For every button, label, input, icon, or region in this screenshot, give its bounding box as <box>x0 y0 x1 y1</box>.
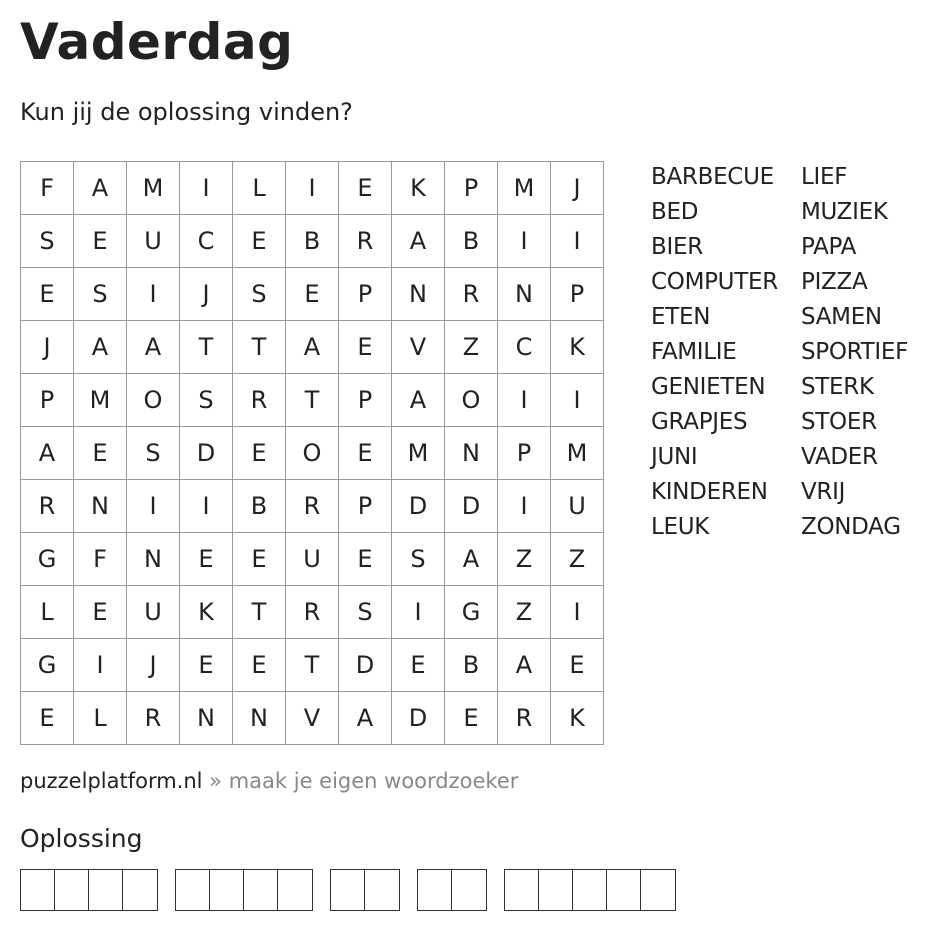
grid-cell[interactable]: I <box>551 586 604 639</box>
grid-cell[interactable]: I <box>551 374 604 427</box>
grid-cell[interactable]: E <box>74 586 127 639</box>
grid-cell[interactable]: T <box>286 639 339 692</box>
grid-cell[interactable]: R <box>445 268 498 321</box>
grid-cell[interactable]: N <box>498 268 551 321</box>
grid-cell[interactable]: K <box>551 321 604 374</box>
solution-letter-box[interactable] <box>452 870 486 910</box>
grid-cell[interactable]: T <box>233 321 286 374</box>
grid-cell[interactable]: N <box>392 268 445 321</box>
site-link[interactable]: puzzelplatform.nl <box>20 769 203 793</box>
grid-cell[interactable]: N <box>74 480 127 533</box>
solution-letter-box[interactable] <box>21 870 55 910</box>
word-list-column-1 <box>651 160 795 545</box>
solution-letter-box[interactable] <box>176 870 210 910</box>
grid-cell[interactable]: T <box>180 321 233 374</box>
solution-letter-box[interactable] <box>418 870 452 910</box>
grid-cell[interactable]: E <box>74 427 127 480</box>
grid-cell[interactable]: M <box>498 162 551 215</box>
grid-cell[interactable]: A <box>498 639 551 692</box>
grid-cell[interactable]: U <box>551 480 604 533</box>
grid-cell[interactable]: A <box>127 321 180 374</box>
grid-cell[interactable]: G <box>445 586 498 639</box>
word-item: JUNI <box>651 444 698 470</box>
grid-cell[interactable]: P <box>339 480 392 533</box>
grid-cell[interactable]: S <box>233 268 286 321</box>
grid-cell[interactable]: I <box>551 215 604 268</box>
grid-cell[interactable]: K <box>392 162 445 215</box>
word-item: GENIETEN <box>651 374 766 400</box>
grid-cell[interactable]: E <box>286 268 339 321</box>
grid-cell[interactable]: M <box>392 427 445 480</box>
grid-row <box>21 215 604 268</box>
grid-cell[interactable]: D <box>339 639 392 692</box>
grid-cell[interactable]: A <box>392 215 445 268</box>
grid-cell[interactable]: A <box>286 321 339 374</box>
solution-letter-box[interactable] <box>365 870 399 910</box>
solution-letter-box[interactable] <box>331 870 365 910</box>
grid-row <box>21 321 604 374</box>
grid-cell[interactable]: R <box>233 374 286 427</box>
grid-cell[interactable]: V <box>286 692 339 745</box>
grid-cell[interactable]: O <box>445 374 498 427</box>
word-item: ETEN <box>651 304 711 330</box>
grid-cell[interactable]: R <box>498 692 551 745</box>
footer-tagline[interactable]: » maak je eigen woordzoeker <box>202 769 519 793</box>
word-item: LEUK <box>651 514 710 540</box>
grid-cell[interactable]: I <box>180 480 233 533</box>
grid-cell[interactable]: J <box>180 268 233 321</box>
word-item: BED <box>651 199 699 225</box>
grid-cell[interactable]: S <box>127 427 180 480</box>
word-list-column-2 <box>801 160 908 545</box>
word-item: PIZZA <box>801 269 868 295</box>
grid-row <box>21 427 604 480</box>
grid-row <box>21 374 604 427</box>
grid-cell[interactable]: P <box>498 427 551 480</box>
grid-cell[interactable]: E <box>392 639 445 692</box>
grid-cell[interactable]: T <box>233 586 286 639</box>
solution-word-group <box>504 869 676 911</box>
word-item: PAPA <box>801 234 857 260</box>
grid-cell[interactable]: Z <box>498 533 551 586</box>
solution-letter-box[interactable] <box>573 870 607 910</box>
grid-cell[interactable]: P <box>339 268 392 321</box>
solution-word-group <box>417 869 487 911</box>
solution-letter-box[interactable] <box>539 870 573 910</box>
grid-cell[interactable]: D <box>392 480 445 533</box>
grid-cell[interactable]: D <box>445 480 498 533</box>
grid-cell[interactable]: E <box>339 533 392 586</box>
footer-credit <box>20 766 518 796</box>
grid-row <box>21 639 604 692</box>
solution-letter-box[interactable] <box>55 870 89 910</box>
grid-cell[interactable]: R <box>339 215 392 268</box>
grid-cell[interactable]: F <box>74 533 127 586</box>
grid-cell[interactable]: K <box>551 692 604 745</box>
grid-row <box>21 533 604 586</box>
grid-cell[interactable]: S <box>180 374 233 427</box>
solution-boxes[interactable] <box>20 869 676 911</box>
grid-cell[interactable]: A <box>74 162 127 215</box>
grid-cell[interactable]: A <box>339 692 392 745</box>
word-item: KINDEREN <box>651 479 768 505</box>
word-item: SPORTIEF <box>801 339 909 365</box>
word-item: BIER <box>651 234 703 260</box>
grid-cell[interactable]: C <box>180 215 233 268</box>
grid-cell[interactable]: F <box>21 162 74 215</box>
solution-letter-box[interactable] <box>123 870 157 910</box>
solution-letter-box[interactable] <box>244 870 278 910</box>
word-search-grid[interactable] <box>20 161 604 745</box>
grid-cell[interactable]: D <box>392 692 445 745</box>
grid-cell[interactable]: S <box>74 268 127 321</box>
solution-title: Oplossing <box>20 824 143 853</box>
grid-cell[interactable]: A <box>21 427 74 480</box>
grid-cell[interactable]: N <box>180 692 233 745</box>
grid-cell[interactable]: J <box>551 162 604 215</box>
grid-cell[interactable]: E <box>233 215 286 268</box>
grid-cell[interactable]: L <box>233 162 286 215</box>
grid-cell[interactable]: E <box>180 533 233 586</box>
page-title: Vaderdag <box>20 13 294 71</box>
grid-cell[interactable]: R <box>286 480 339 533</box>
grid-cell[interactable]: T <box>286 374 339 427</box>
grid-cell[interactable]: S <box>392 533 445 586</box>
solution-word-group <box>330 869 400 911</box>
grid-cell[interactable]: J <box>21 321 74 374</box>
grid-cell[interactable]: R <box>127 692 180 745</box>
grid-cell[interactable]: N <box>233 692 286 745</box>
word-item: FAMILIE <box>651 339 737 365</box>
grid-row <box>21 480 604 533</box>
grid-cell[interactable]: I <box>498 215 551 268</box>
grid-cell[interactable]: C <box>498 321 551 374</box>
grid-cell[interactable]: I <box>286 162 339 215</box>
grid-cell[interactable]: I <box>180 162 233 215</box>
grid-cell[interactable]: P <box>21 374 74 427</box>
grid-cell[interactable]: O <box>127 374 180 427</box>
solution-letter-box[interactable] <box>505 870 539 910</box>
grid-cell[interactable]: E <box>233 427 286 480</box>
grid-cell[interactable]: A <box>445 533 498 586</box>
grid-cell[interactable]: E <box>339 321 392 374</box>
grid-cell[interactable]: E <box>21 268 74 321</box>
grid-cell[interactable]: E <box>339 427 392 480</box>
grid-cell[interactable]: M <box>74 374 127 427</box>
grid-cell[interactable]: B <box>445 639 498 692</box>
grid-cell[interactable]: Z <box>498 586 551 639</box>
grid-cell[interactable]: G <box>21 533 74 586</box>
grid-cell[interactable]: E <box>74 215 127 268</box>
grid-cell[interactable]: R <box>286 586 339 639</box>
grid-cell[interactable]: D <box>180 427 233 480</box>
grid-row <box>21 692 604 745</box>
solution-letter-box[interactable] <box>278 870 312 910</box>
grid-cell[interactable]: B <box>233 480 286 533</box>
grid-cell[interactable]: Z <box>551 533 604 586</box>
word-item: GRAPJES <box>651 409 748 435</box>
grid-cell[interactable]: A <box>392 374 445 427</box>
word-item: STOER <box>801 409 877 435</box>
grid-cell[interactable]: G <box>21 639 74 692</box>
grid-cell[interactable]: V <box>392 321 445 374</box>
grid-cell[interactable]: E <box>445 692 498 745</box>
grid-cell[interactable]: E <box>180 639 233 692</box>
grid-cell[interactable]: U <box>127 586 180 639</box>
grid-cell[interactable]: L <box>21 586 74 639</box>
grid-cell[interactable]: E <box>21 692 74 745</box>
grid-cell[interactable]: S <box>21 215 74 268</box>
solution-letter-box[interactable] <box>641 870 675 910</box>
solution-word-group <box>175 869 313 911</box>
grid-cell[interactable]: E <box>551 639 604 692</box>
grid-cell[interactable]: E <box>339 162 392 215</box>
word-item: BARBECUE <box>651 164 774 190</box>
grid-cell[interactable]: I <box>392 586 445 639</box>
solution-letter-box[interactable] <box>89 870 123 910</box>
grid-cell[interactable]: B <box>445 215 498 268</box>
grid-cell[interactable]: P <box>551 268 604 321</box>
grid-cell[interactable]: U <box>286 533 339 586</box>
grid-cell[interactable]: L <box>74 692 127 745</box>
grid-cell[interactable]: I <box>498 480 551 533</box>
word-list <box>651 160 908 545</box>
grid-cell[interactable]: J <box>127 639 180 692</box>
word-item: LIEF <box>801 164 848 190</box>
grid-cell[interactable]: U <box>127 215 180 268</box>
grid-cell[interactable]: I <box>74 639 127 692</box>
subtitle: Kun jij de oplossing vinden? <box>20 98 353 126</box>
grid-cell[interactable]: I <box>127 268 180 321</box>
grid-cell[interactable]: M <box>127 162 180 215</box>
grid-cell[interactable]: P <box>445 162 498 215</box>
grid-cell[interactable]: I <box>127 480 180 533</box>
grid-cell[interactable]: A <box>74 321 127 374</box>
grid-cell[interactable]: E <box>233 639 286 692</box>
grid-cell[interactable]: O <box>286 427 339 480</box>
word-item: SAMEN <box>801 304 882 330</box>
grid-cell[interactable]: N <box>445 427 498 480</box>
grid-cell[interactable]: I <box>498 374 551 427</box>
word-item: ZONDAG <box>801 514 901 540</box>
grid-cell[interactable]: R <box>21 480 74 533</box>
grid-row <box>21 268 604 321</box>
word-item: MUZIEK <box>801 199 888 225</box>
grid-row <box>21 586 604 639</box>
grid-cell[interactable]: E <box>233 533 286 586</box>
word-item: STERK <box>801 374 874 400</box>
grid-cell[interactable]: M <box>551 427 604 480</box>
grid-cell[interactable]: P <box>339 374 392 427</box>
word-item: COMPUTER <box>651 269 778 295</box>
solution-letter-box[interactable] <box>210 870 244 910</box>
grid-cell[interactable]: K <box>180 586 233 639</box>
grid-cell[interactable]: N <box>127 533 180 586</box>
grid-cell[interactable]: S <box>339 586 392 639</box>
grid-cell[interactable]: B <box>286 215 339 268</box>
grid-cell[interactable]: Z <box>445 321 498 374</box>
word-item: VRIJ <box>801 479 846 505</box>
solution-word-group <box>20 869 158 911</box>
solution-letter-box[interactable] <box>607 870 641 910</box>
word-item: VADER <box>801 444 878 470</box>
grid-row <box>21 162 604 215</box>
